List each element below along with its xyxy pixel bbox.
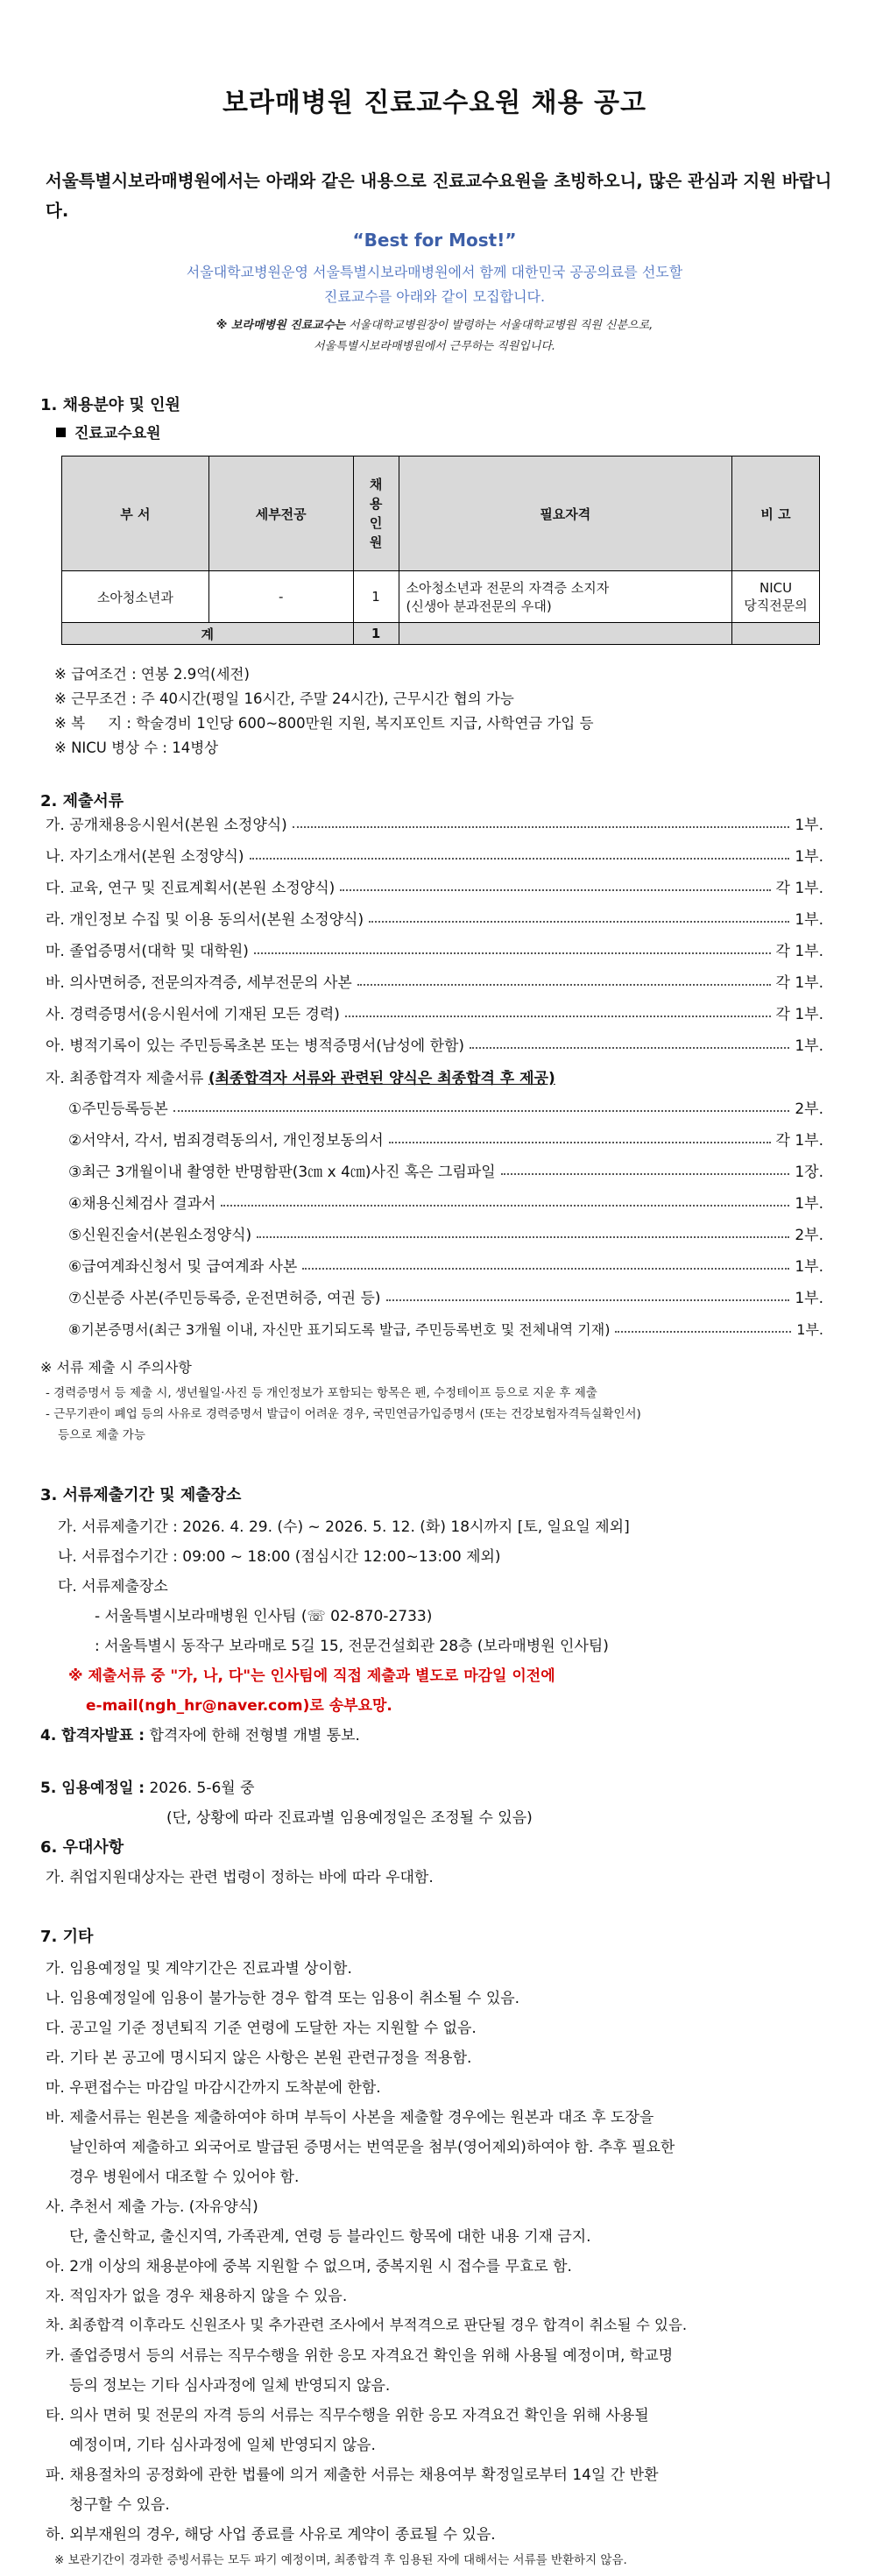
leader-dots	[470, 1047, 789, 1049]
doc-item-label: 사. 경력증명서(응시원서에 기재된 모든 경력)	[46, 1006, 340, 1023]
etc-line-8: 경우 병원에서 대조할 수 있어야 함.	[46, 2169, 300, 2186]
section-4	[40, 1723, 360, 1744]
final-doc-label: ⑥급여계좌신청서 및 급여계좌 사본	[68, 1258, 298, 1276]
qualification-line-1: 소아청소년과 전문의 자격증 소지자	[406, 580, 610, 596]
header-major: 세부전공	[208, 456, 353, 571]
final-doc-5	[68, 1218, 823, 1244]
page-title: 보라매병원 진료교수요원 채용 공고	[222, 88, 647, 118]
section-7-title: 7. 기타	[40, 1928, 94, 1946]
final-doc-label: ②서약서, 각서, 범죄경력동의서, 개인정보동의서	[68, 1132, 384, 1150]
final-docs-prefix: 자. 최종합격자 제출서류	[46, 1070, 208, 1087]
leader-dots	[257, 1236, 789, 1238]
doc-item-label: 아. 병적기록이 있는 주민등록초본 또는 병적증명서(남성에 한함)	[46, 1037, 465, 1055]
final-doc-label: ⑤신원진술서(본원소정양식)	[68, 1227, 252, 1244]
etc-line-13: 차. 최종합격 이후라도 신원조사 및 추가관련 조사에서 부적격으로 판단될 경우 합격이 취소될 수 있음.	[46, 2317, 688, 2333]
leader-dots	[369, 921, 789, 923]
recruitment-table	[61, 456, 820, 645]
note-line-1: NICU	[759, 579, 793, 596]
cell-note	[732, 571, 820, 623]
etc-line-6: 바. 제출서류는 원본을 제출하여야 하며 부득이 사본을 제출할 경우에는 원본과 대조 후 도장을	[46, 2109, 654, 2127]
etc-line-12: 자. 적임자가 없을 경우 채용하지 않을 수 있음.	[46, 2288, 348, 2305]
section-4-title: 4. 합격자발표 :	[40, 1727, 145, 1744]
final-doc-label: ③최근 3개월이내 촬영한 반명함판(3㎝ x 4㎝)사진 혹은 그림파일	[68, 1164, 496, 1181]
final-doc-count: 1부.	[795, 1195, 823, 1213]
etc-line-16: 타. 의사 면허 및 전문의 자격 등의 서류는 직무수행을 위한 응모 자격요건 확인을 위해 사용될	[46, 2407, 649, 2424]
table-total-row	[62, 623, 820, 645]
final-doc-label: ⑧기본증명서(최근 3개월 이내, 자신만 표기되도록 발급, 주민등록번호 및 전체내역 기재)	[68, 1321, 611, 1338]
leader-dots	[302, 1268, 789, 1270]
slogan: “Best for Most!”	[352, 230, 517, 251]
section-6-title: 6. 우대사항	[40, 1838, 124, 1857]
doc-item-4	[46, 902, 823, 929]
total-value: 1	[353, 623, 399, 645]
total-label: 계	[62, 623, 354, 645]
condition-welfare: ※ 복 지 : 학술경비 1인당 600~800만원 지원, 복지포인트 지급, 사학연금 가입 등	[54, 715, 594, 732]
note-line-2: 당직전문의	[744, 597, 808, 613]
doc-item-7	[46, 997, 823, 1023]
qualification-line-2: (신생아 분과전문의 우대)	[406, 598, 552, 614]
total-empty-2	[732, 623, 820, 645]
intro-text: 서울특별시보라매병원에서는 아래와 같은 내용으로 진료교수요원을 초빙하오니, 많은 관심과 지원 바랍니다.	[46, 171, 832, 221]
doc-item-count: 1부.	[795, 817, 823, 834]
etc-line-5: 마. 우편접수는 마감일 마감시간까지 도착분에 한함.	[46, 2079, 381, 2097]
total-empty-1	[399, 623, 732, 645]
final-doc-label: ①주민등록등본	[68, 1100, 168, 1118]
final-doc-count: 1장.	[795, 1164, 823, 1181]
staff-status-note-1	[0, 315, 869, 332]
leader-dots	[293, 826, 790, 828]
final-doc-7	[68, 1281, 823, 1307]
etc-line-7: 날인하여 제출하고 외국어로 발급된 증명서는 번역문을 첨부(영어제외)하여야 함. 추후 필요한	[46, 2139, 675, 2156]
section-6-text: 가. 취업지원대상자는 관련 법령이 정하는 바에 따라 우대함.	[46, 1869, 434, 1886]
caution-title: ※ 서류 제출 시 주의사항	[40, 1359, 192, 1376]
section-1-subtitle	[56, 421, 161, 442]
final-doc-count: 각 1부.	[775, 1132, 823, 1150]
doc-item-label: 마. 졸업증명서(대학 및 대학원)	[46, 943, 249, 960]
section-5-note: (단, 상황에 따라 진료과별 임용예정일은 조정될 수 있음)	[166, 1809, 533, 1827]
leader-dots	[254, 952, 771, 954]
slogan-line-2: 진료교수를 아래와 같이 모집합니다.	[323, 288, 546, 305]
doc-item-1	[46, 808, 823, 834]
etc-line-19: 청구할 수 있음.	[46, 2496, 170, 2514]
doc-item-label: 가. 공개채용응시원서(본원 소정양식)	[46, 817, 287, 834]
leader-dots	[389, 1142, 771, 1143]
leader-dots	[221, 1205, 789, 1207]
etc-line-15: 등의 정보는 기타 심사과정에 일체 반영되지 않음.	[46, 2377, 391, 2395]
doc-item-6	[46, 966, 823, 992]
leader-dots	[501, 1173, 790, 1175]
doc-item-count: 각 1부.	[775, 1006, 823, 1023]
etc-line-2: 나. 임용예정일에 임용이 불가능한 경우 합격 또는 임용이 취소될 수 있음.	[46, 1990, 520, 2007]
final-docs-heading	[46, 1065, 555, 1087]
condition-hours: ※ 근무조건 : 주 40시간(평일 16시간, 주말 24시간), 근무시간 협의 가능	[54, 690, 514, 707]
submission-place-office: - 서울특별시보라매병원 인사팀 (☏ 02-870-2733)	[95, 1608, 433, 1625]
submission-period: 가. 서류제출기간 : 2026. 4. 29. (수) ~ 2026. 5. 12. (화) 18시까지 [토, 일요일 제외]	[58, 1518, 630, 1536]
doc-item-count: 각 1부.	[775, 974, 823, 992]
table-row	[62, 571, 820, 623]
condition-beds: ※ NICU 병상 수 : 14병상	[54, 740, 219, 756]
etc-line-10: 단, 출신학교, 출신지역, 가족관계, 연령 등 블라인드 항목에 대한 내용 기재 금지.	[46, 2228, 591, 2246]
etc-line-4: 라. 기타 본 공고에 명시되지 않은 사항은 본원 관련규정을 적용함.	[46, 2049, 472, 2067]
header-count: 채 용 인 원	[353, 456, 399, 571]
etc-line-14: 카. 졸업증명서 등의 서류는 직무수행을 위한 응모 자격요건 확인을 위해 사용될 예정이며, 학교명	[46, 2347, 674, 2365]
header-dept: 부 서	[62, 456, 209, 571]
section-3-title: 3. 서류제출기간 및 제출장소	[40, 1486, 242, 1504]
final-doc-2	[68, 1123, 823, 1150]
leader-dots	[250, 858, 790, 860]
email-notice-line-1: ※ 제출서류 중 "가, 나, 다"는 인사팀에 직접 제출과 별도로 마감일 이전에	[68, 1667, 555, 1685]
staff-status-note-2: 서울특별시보라매병원에서 근무하는 직원입니다.	[313, 340, 556, 353]
doc-item-count: 1부.	[795, 1037, 823, 1055]
leader-dots	[386, 1299, 790, 1301]
caution-line-1: - 경력증명서 등 제출 시, 생년월일·사진 등 개인정보가 포함되는 항목은 펜, 수정테이프 등으로 지운 후 제출	[46, 1386, 597, 1400]
doc-item-count: 1부.	[795, 848, 823, 866]
leader-dots	[340, 889, 770, 891]
leader-dots	[173, 1110, 790, 1112]
doc-item-2	[46, 839, 823, 866]
final-doc-count: 1부.	[795, 1258, 823, 1276]
doc-item-label: 다. 교육, 연구 및 진료계획서(본원 소정양식)	[46, 880, 336, 897]
table-header-row	[62, 456, 820, 571]
doc-item-label: 나. 자기소개서(본원 소정양식)	[46, 848, 244, 866]
section-1-subtitle-text: 진료교수요원	[74, 425, 161, 442]
doc-item-label: 라. 개인정보 수집 및 이용 동의서(본원 소정양식)	[46, 911, 364, 929]
final-doc-8	[68, 1313, 823, 1339]
final-doc-count: 2부.	[795, 1227, 823, 1244]
final-doc-4	[68, 1186, 823, 1213]
leader-dots	[357, 984, 771, 986]
etc-line-18: 파. 채용절차의 공정화에 관한 법률에 의거 제출한 서류는 채용여부 확정일로부터 14일 간 반환	[46, 2466, 659, 2484]
submission-place: 다. 서류제출장소	[58, 1578, 168, 1596]
cell-count: 1	[353, 571, 399, 623]
cell-qualification	[399, 571, 732, 623]
doc-item-5	[46, 934, 823, 960]
section-1-title: 1. 채용분야 및 인원	[40, 396, 180, 414]
header-qualification: 필요자격	[399, 456, 732, 571]
leader-dots	[345, 1016, 771, 1017]
cell-major: -	[208, 571, 353, 623]
submission-place-address: : 서울특별시 동작구 보라매로 5길 15, 전문건설회관 28층 (보라매병원 인사팀)	[95, 1638, 609, 1655]
section-5-title: 5. 임용예정일 :	[40, 1780, 145, 1797]
final-doc-3	[68, 1155, 823, 1181]
final-doc-6	[68, 1249, 823, 1276]
doc-item-count: 각 1부.	[775, 880, 823, 897]
doc-item-8	[46, 1029, 823, 1055]
slogan-line-1: 서울대학교병원운영 서울특별시보라매병원에서 함께 대한민국 공공의료를 선도할	[186, 264, 683, 280]
doc-item-label: 바. 의사면허증, 전문의자격증, 세부전문의 사본	[46, 974, 352, 992]
submission-hours: 나. 서류접수기간 : 09:00 ~ 18:00 (점심시간 12:00~13:00 제외)	[58, 1548, 501, 1566]
final-doc-1	[68, 1092, 823, 1118]
etc-line-11: 아. 2개 이상의 채용분야에 중복 지원할 수 없으며, 중복지원 시 접수를 무효로 함.	[46, 2258, 572, 2275]
section-5-text: 2026. 5-6월 중	[145, 1780, 255, 1797]
staff-status-note-rest: 서울대학교병원장이 발령하는 서울대학교병원 직원 신분으로,	[344, 319, 654, 332]
black-square-icon	[56, 428, 66, 437]
condition-salary: ※ 급여조건 : 연봉 2.9억(세전)	[54, 666, 250, 683]
staff-status-note-bold: ※ 보라매병원 진료교수는	[215, 319, 345, 332]
etc-line-20: 하. 외부재원의 경우, 해당 사업 종료를 사유로 계약이 종료될 수 있음.	[46, 2526, 496, 2544]
etc-line-17: 예정이며, 기타 심사과정에 일체 반영되지 않음.	[46, 2437, 376, 2454]
doc-item-count: 1부.	[795, 911, 823, 929]
cell-dept: 소아청소년과	[62, 571, 209, 623]
final-doc-count: 1부.	[796, 1321, 823, 1338]
final-doc-count: 2부.	[795, 1100, 823, 1118]
etc-line-9: 사. 추천서 제출 가능. (자유양식)	[46, 2198, 258, 2216]
section-2-title: 2. 제출서류	[40, 792, 124, 810]
section-5	[40, 1775, 255, 1797]
final-doc-label: ④채용신체검사 결과서	[68, 1195, 216, 1213]
etc-line-1: 가. 임용예정일 및 계약기간은 진료과별 상이함.	[46, 1960, 352, 1978]
section-4-text: 합격자에 한해 전형별 개별 통보.	[145, 1727, 360, 1744]
caution-line-2: - 근무기관이 폐업 등의 사유로 경력증명서 발급이 어려운 경우, 국민연금가입증명서 (또는 건강보험자격득실확인서)	[46, 1407, 641, 1421]
leader-dots	[615, 1331, 791, 1333]
final-doc-count: 1부.	[795, 1290, 823, 1307]
header-note: 비 고	[732, 456, 820, 571]
etc-footnote: ※ 보관기간이 경과한 증빙서류는 모두 파기 예정이며, 최종합격 후 임용된 자에 대해서는 서류를 반환하지 않음.	[54, 2553, 627, 2567]
doc-item-count: 각 1부.	[775, 943, 823, 960]
final-docs-underline: (최종합격자 서류와 관련된 양식은 최종합격 후 제공)	[208, 1070, 555, 1087]
doc-item-3	[46, 871, 823, 897]
final-doc-label: ⑦신분증 사본(주민등록증, 운전면허증, 여권 등)	[68, 1290, 381, 1307]
etc-line-3: 다. 공고일 기준 정년퇴직 기준 연령에 도달한 자는 지원할 수 없음.	[46, 2020, 477, 2037]
caution-line-3: 등으로 제출 가능	[58, 1428, 145, 1442]
email-notice-line-2: e-mail(ngh_hr@naver.com)로 송부요망.	[86, 1697, 392, 1715]
